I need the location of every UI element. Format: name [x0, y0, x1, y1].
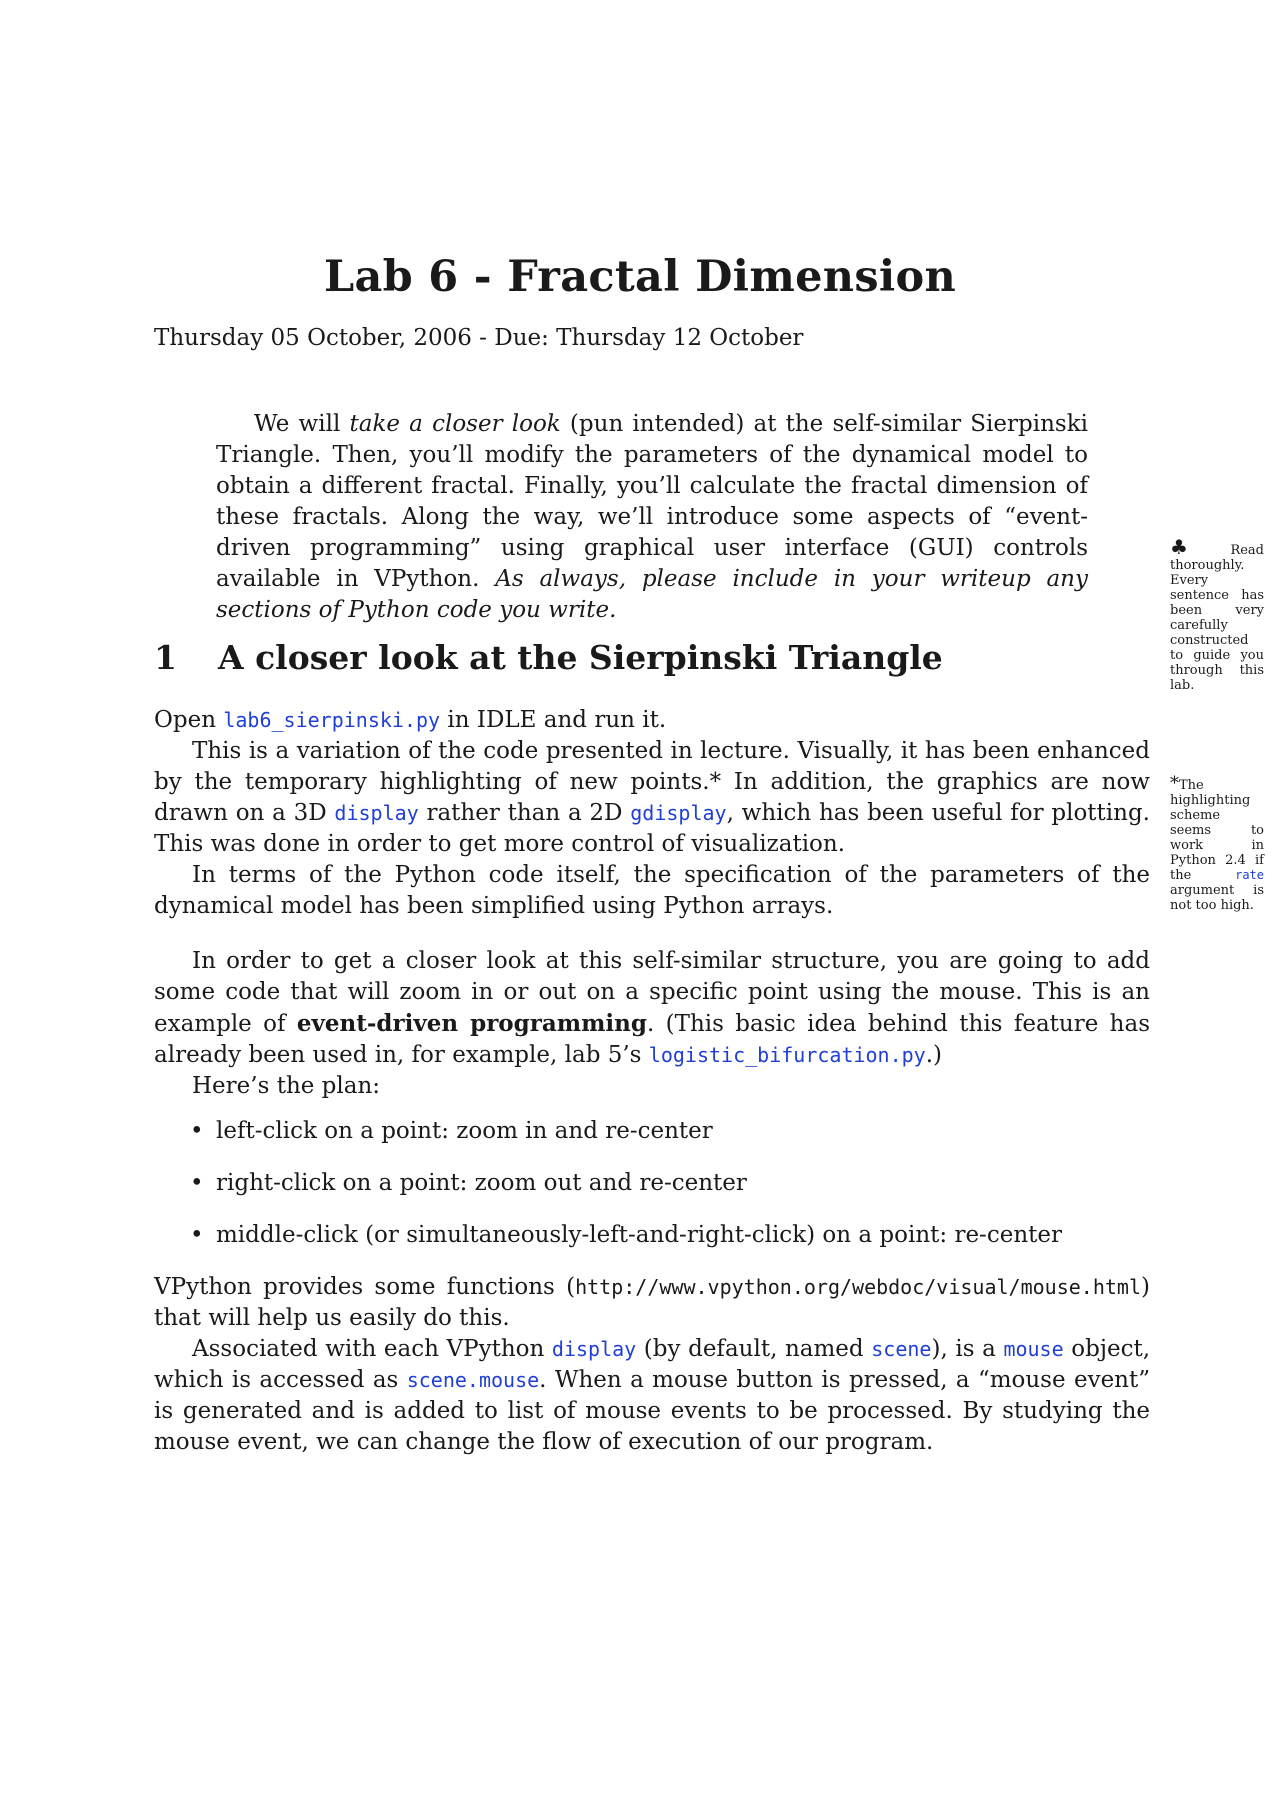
margin-note-footnote: [1170, 773, 1264, 913]
text: object, which is accessed as: [154, 1336, 1151, 1393]
text: rather than a 2D: [418, 800, 631, 826]
paragraph: [154, 946, 1150, 1071]
abstract-text: (pun intended) at the self-similar Sierpinski Triangle. Then, you’ll modify the parameters of the dynamical model to obtain a different fractal. Finally, you’ll calculate the fractal dimension of these fractals. Along the way, we’ll introduce some aspects of “event-driven programming” using graphical user interface (GUI) controls available in VPython.: [216, 411, 1088, 592]
abstract-text: We will: [254, 411, 350, 437]
paragraph: Here’s the plan:: [192, 1073, 381, 1099]
margin-note-text: The highlighting scheme seems to work in Python 2.4 if the: [1170, 778, 1264, 883]
code-rate: rate: [1235, 868, 1264, 882]
bullet-list: [154, 1116, 1150, 1251]
paragraph: [154, 1272, 1150, 1334]
text: (by default, named: [636, 1336, 872, 1362]
margin-note-read: [1170, 535, 1264, 693]
date-line: Thursday 05 October, 2006 - Due: Thursday 12 October: [154, 325, 804, 351]
abstract-emphasis: As always, please include in your writeup any sections of Python code you write.: [216, 566, 1088, 623]
list-item: [190, 1168, 1150, 1199]
paragraph: [154, 705, 1150, 736]
text: ), is a: [931, 1336, 1004, 1362]
code-scene: scene: [871, 1337, 932, 1361]
paragraph: In terms of the Python code itself, the specification of the parameters of the dynamical model has been simplified using Python arrays.: [154, 862, 1150, 919]
code-display: display: [551, 1337, 637, 1361]
asterisk-icon: *: [1170, 773, 1179, 794]
code-filename: logistic_bifurcation.py: [648, 1043, 926, 1067]
text: ) that will help us easily do this.: [154, 1274, 1150, 1331]
section-heading: [154, 638, 943, 677]
text: VPython provides some functions (: [154, 1274, 576, 1300]
paragraph: [154, 736, 1150, 860]
margin-note-text: argument is not too high.: [1170, 883, 1264, 913]
abstract: [216, 409, 1088, 626]
list-item-text: right-click on a point: zoom out and re-center: [216, 1170, 747, 1196]
text: This is a variation of the code presented in lecture. Visually, it has been enhanced by the temporary highlighting of new points.* In addition, the graphics are now drawn on a 3D: [154, 738, 1150, 826]
text: . When a mouse button is pressed, a “mouse event” is generated and is added to list of mouse events to be processed. By studying the mouse event, we can change the flow of execution of our program.: [154, 1367, 1150, 1455]
text: .): [925, 1042, 943, 1068]
code-scene-mouse: scene.mouse: [406, 1368, 540, 1392]
bullet-icon: •: [190, 1222, 204, 1248]
bullet-icon: •: [190, 1170, 204, 1196]
code-display: display: [334, 801, 419, 825]
club-icon: ♣: [1170, 535, 1231, 559]
text: Open: [154, 707, 224, 733]
section-body: [154, 705, 1150, 1458]
text: , which has been useful for plotting. This was done in order to get more control of visualization.: [154, 800, 1150, 857]
bold-term: event-driven programming: [296, 1010, 647, 1037]
code-gdisplay: gdisplay: [630, 801, 727, 825]
code-filename: lab6_sierpinski.py: [223, 708, 441, 732]
bullet-icon: •: [190, 1118, 204, 1144]
paragraph: [154, 1334, 1150, 1458]
list-item-text: left-click on a point: zoom in and re-center: [216, 1118, 713, 1144]
text: in IDLE and run it.: [440, 707, 667, 733]
code-mouse: mouse: [1003, 1337, 1064, 1361]
list-item: [190, 1116, 1150, 1147]
text: Associated with each VPython: [192, 1336, 552, 1362]
section-number: 1: [154, 638, 177, 677]
list-item: [190, 1220, 1150, 1251]
list-item-text: middle-click (or simultaneously-left-and-right-click) on a point: re-center: [216, 1222, 1062, 1248]
page-title: Lab 6 - Fractal Dimension: [323, 252, 957, 302]
section-title: A closer look at the Sierpinski Triangle: [218, 638, 943, 677]
margin-note-text: Read thoroughly. Every sentence has been very carefully constructed to guide you through this lab.: [1170, 543, 1264, 693]
abstract-emphasis: take a closer look: [349, 411, 561, 437]
text: . (This basic idea behind this feature has already been used in, for example, lab 5’s: [154, 1011, 1151, 1068]
url-link[interactable]: http://www.vpython.org/webdoc/visual/mouse.html: [575, 1275, 1142, 1299]
text: In order to get a closer look at this self-similar structure, you are going to add some code that will zoom in or out on a specific point using the mouse. This is an example of: [154, 948, 1150, 1037]
